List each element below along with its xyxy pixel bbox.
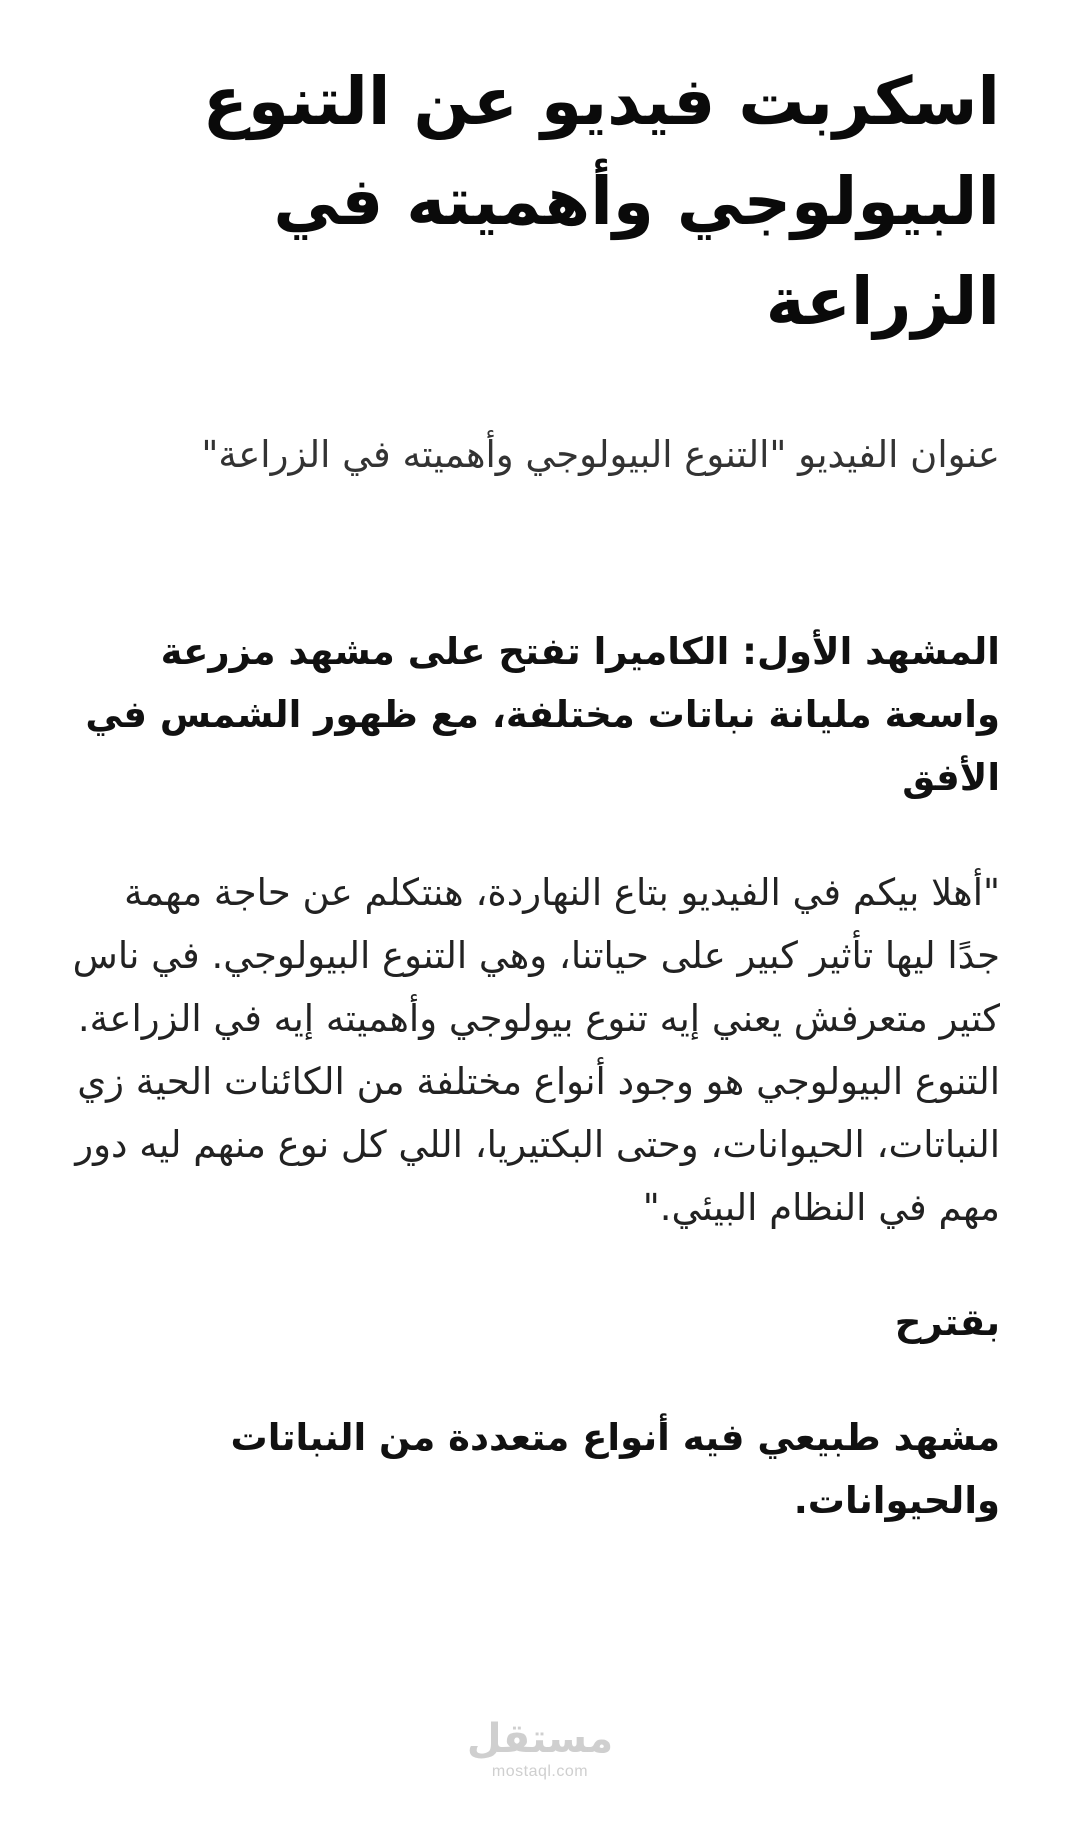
suggestion-text: مشهد طبيعي فيه أنواع متعددة من النباتات والحيوانات.: [230, 1416, 1000, 1522]
article: [60, 0, 1000, 1532]
page-title: اسكربت فيديو عن التنوع البيولوجي وأهميته في الزراعة: [202, 63, 1000, 340]
scene-heading: المشهد الأول: الكاميرا تفتح على مشهد مزرعة واسعة مليانة نباتات مختلفة، مع ظهور الشمس في الأفق: [85, 630, 1000, 799]
video-title-text: عنوان الفيديو "التنوع البيولوجي وأهميته في الزراعة": [201, 433, 1000, 476]
suggestion-label: بقترح: [894, 1301, 1000, 1344]
watermark-name: مستقل: [466, 1716, 614, 1762]
mostaql-watermark-logo: [0, 1716, 1080, 1782]
watermark-domain: mostaql.com: [491, 1763, 589, 1780]
narration-paragraph: "أهلا بيكم في الفيديو بتاع النهاردة، هنتكلم عن حاجة مهمة جدًا ليها تأثير كبير على حياتنا، وهي التنوع البيولوجي. في ناس كتير متعرفش يعني إيه تنوع بيولوجي وأهميته إيه في الزراعة. التنوع البيولوجي هو وجود أنواع مختلفة من الكائنات الحية زي النباتات، الحيوانات، وحتى البكتيريا، اللي كل نوع منهم ليه دور مهم في النظام البيئي.": [72, 871, 1000, 1229]
